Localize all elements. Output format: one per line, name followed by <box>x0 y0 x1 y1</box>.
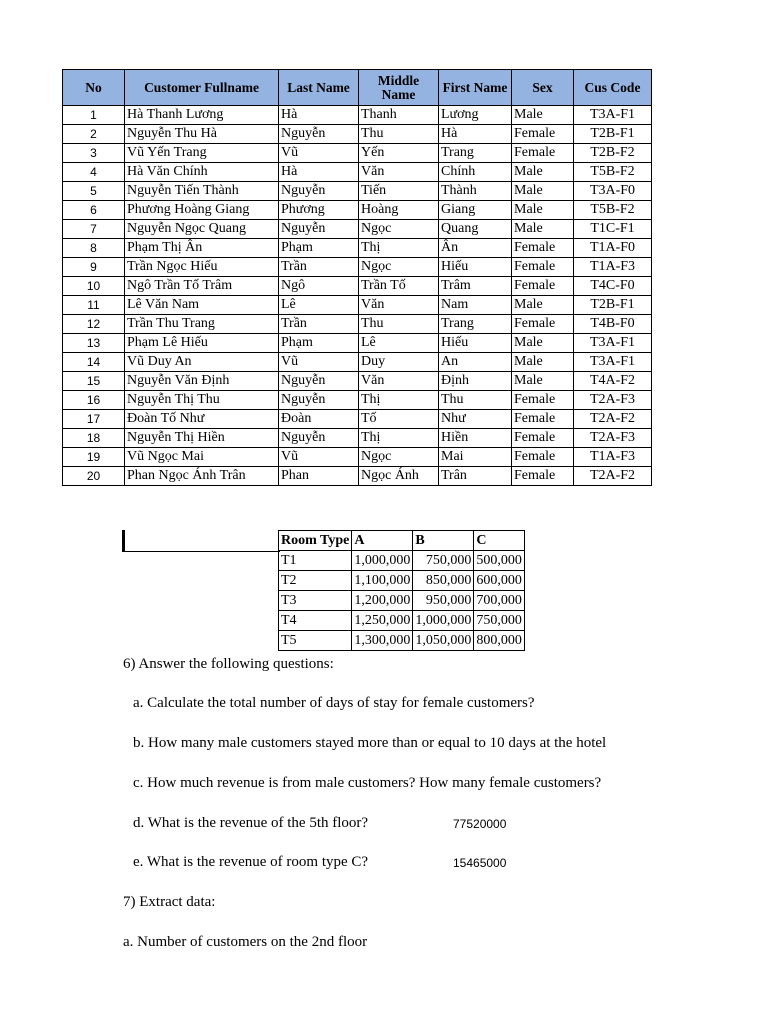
table-row <box>63 410 652 429</box>
cell-sex: Female <box>512 258 574 277</box>
cell-price-b: 1,050,000 <box>413 631 474 651</box>
cell-no: 20 <box>63 467 125 486</box>
cell-sex: Female <box>512 125 574 144</box>
cell-first-name: Hà <box>439 125 512 144</box>
cell-first-name: Thành <box>439 182 512 201</box>
cell-fullname: Phan Ngọc Ánh Trân <box>125 467 279 486</box>
cell-first-name: Định <box>439 372 512 391</box>
cell-fullname: Hà Văn Chính <box>125 163 279 182</box>
cell-middle-name: Tiến <box>359 182 439 201</box>
header-first-name: First Name <box>439 70 512 106</box>
cell-cus-code: T3A-F0 <box>574 182 652 201</box>
header-type-b: B <box>413 531 474 551</box>
cell-fullname: Vũ Duy An <box>125 353 279 372</box>
cell-cus-code: T3A-F1 <box>574 106 652 125</box>
cell-middle-name: Duy <box>359 353 439 372</box>
header-last-name: Last Name <box>279 70 359 106</box>
cell-cus-code: T2A-F3 <box>574 391 652 410</box>
cell-no: 12 <box>63 315 125 334</box>
header-fullname: Customer Fullname <box>125 70 279 106</box>
cell-last-name: Trần <box>279 258 359 277</box>
cell-last-name: Lê <box>279 296 359 315</box>
cell-price-b: 850,000 <box>413 571 474 591</box>
cell-first-name: Trang <box>439 144 512 163</box>
cell-first-name: Trân <box>439 467 512 486</box>
cell-first-name: Chính <box>439 163 512 182</box>
header-middle-name: Middle Name <box>359 70 439 106</box>
table-row <box>63 277 652 296</box>
cell-cus-code: T5B-F2 <box>574 201 652 220</box>
cell-no: 7 <box>63 220 125 239</box>
table-row <box>63 125 652 144</box>
cell-fullname: Nguyễn Thị Thu <box>125 391 279 410</box>
cell-no: 9 <box>63 258 125 277</box>
cell-room-type: T4 <box>279 611 352 631</box>
cell-no: 6 <box>63 201 125 220</box>
header-cus-code: Cus Code <box>574 70 652 106</box>
cell-sex: Female <box>512 467 574 486</box>
cell-price-a: 1,300,000 <box>352 631 413 651</box>
cell-price-c: 750,000 <box>474 611 525 631</box>
cell-fullname: Hà Thanh Lương <box>125 106 279 125</box>
cell-middle-name: Thu <box>359 125 439 144</box>
cell-fullname: Nguyễn Ngọc Quang <box>125 220 279 239</box>
table-row <box>63 296 652 315</box>
cell-fullname: Vũ Ngọc Mai <box>125 448 279 467</box>
cell-last-name: Vũ <box>279 353 359 372</box>
cell-sex: Female <box>512 239 574 258</box>
cell-sex: Male <box>512 106 574 125</box>
cell-middle-name: Ngọc Ánh <box>359 467 439 486</box>
cell-cus-code: T2B-F1 <box>574 296 652 315</box>
table-row <box>63 144 652 163</box>
cell-price-a: 1,250,000 <box>352 611 413 631</box>
cell-price-a: 1,000,000 <box>352 551 413 571</box>
cell-first-name: Thu <box>439 391 512 410</box>
cell-price-b: 1,000,000 <box>413 611 474 631</box>
cell-sex: Female <box>512 410 574 429</box>
cell-sex: Male <box>512 201 574 220</box>
cell-sex: Male <box>512 220 574 239</box>
cell-sex: Female <box>512 277 574 296</box>
cell-middle-name: Lê <box>359 334 439 353</box>
cell-no: 19 <box>63 448 125 467</box>
cell-first-name: Ân <box>439 239 512 258</box>
cell-first-name: Trâm <box>439 277 512 296</box>
cell-cus-code: T2B-F1 <box>574 125 652 144</box>
table-row <box>279 611 525 631</box>
cell-no: 4 <box>63 163 125 182</box>
cell-cus-code: T5B-F2 <box>574 163 652 182</box>
cell-last-name: Trần <box>279 315 359 334</box>
cell-last-name: Phương <box>279 201 359 220</box>
table-row <box>63 448 652 467</box>
cell-price-b: 950,000 <box>413 591 474 611</box>
cell-sex: Female <box>512 391 574 410</box>
cell-cus-code: T3A-F1 <box>574 334 652 353</box>
header-no: No <box>63 70 125 106</box>
cell-fullname: Đoàn Tố Như <box>125 410 279 429</box>
cell-cus-code: T2A-F3 <box>574 429 652 448</box>
cell-price-c: 800,000 <box>474 631 525 651</box>
cell-last-name: Đoàn <box>279 410 359 429</box>
cell-last-name: Nguyễn <box>279 125 359 144</box>
table-row <box>63 239 652 258</box>
table-row <box>279 591 525 611</box>
cell-fullname: Phương Hoàng Giang <box>125 201 279 220</box>
table-row <box>279 571 525 591</box>
cell-middle-name: Ngọc <box>359 448 439 467</box>
cell-no: 16 <box>63 391 125 410</box>
cell-price-c: 700,000 <box>474 591 525 611</box>
cell-fullname: Nguyễn Tiến Thành <box>125 182 279 201</box>
cell-cus-code: T1A-F3 <box>574 258 652 277</box>
customer-table-header-row <box>63 70 652 106</box>
table-row <box>63 429 652 448</box>
cell-room-type: T5 <box>279 631 352 651</box>
cell-cus-code: T4C-F0 <box>574 277 652 296</box>
cell-last-name: Hà <box>279 106 359 125</box>
cell-price-c: 600,000 <box>474 571 525 591</box>
cell-first-name: Nam <box>439 296 512 315</box>
cell-last-name: Nguyễn <box>279 372 359 391</box>
cell-cus-code: T2A-F2 <box>574 410 652 429</box>
cell-cus-code: T1A-F3 <box>574 448 652 467</box>
cell-fullname: Nguyễn Thị Hiền <box>125 429 279 448</box>
table-row <box>63 315 652 334</box>
question-6e: e. What is the revenue of room type C? <box>133 854 369 870</box>
cell-middle-name: Yến <box>359 144 439 163</box>
cell-middle-name: Hoàng <box>359 201 439 220</box>
cell-first-name: An <box>439 353 512 372</box>
room-price-table <box>278 530 525 651</box>
answer-6e: 15465000 <box>453 856 507 870</box>
customer-table <box>62 69 652 486</box>
cell-cus-code: T3A-F1 <box>574 353 652 372</box>
cell-first-name: Mai <box>439 448 512 467</box>
cell-last-name: Vũ <box>279 448 359 467</box>
cell-no: 15 <box>63 372 125 391</box>
question-6-title: 6) Answer the following questions: <box>123 656 334 672</box>
question-6d: d. What is the revenue of the 5th floor? <box>133 815 369 831</box>
header-type-c: C <box>474 531 525 551</box>
cell-middle-name: Thị <box>359 239 439 258</box>
cell-middle-name: Thanh <box>359 106 439 125</box>
cell-last-name: Hà <box>279 163 359 182</box>
cell-fullname: Ngô Trần Tố Trâm <box>125 277 279 296</box>
cell-sex: Female <box>512 448 574 467</box>
cell-cus-code: T2B-F2 <box>574 144 652 163</box>
cell-first-name: Hiếu <box>439 334 512 353</box>
cell-no: 2 <box>63 125 125 144</box>
table-row <box>63 372 652 391</box>
cell-sex: Female <box>512 144 574 163</box>
cell-sex: Male <box>512 353 574 372</box>
cell-fullname: Phạm Lê Hiếu <box>125 334 279 353</box>
cell-last-name: Nguyễn <box>279 429 359 448</box>
answer-6d: 77520000 <box>453 817 507 831</box>
cell-first-name: Hiếu <box>439 258 512 277</box>
table-row <box>63 334 652 353</box>
cell-middle-name: Văn <box>359 296 439 315</box>
cell-last-name: Nguyễn <box>279 391 359 410</box>
table-row <box>279 631 525 651</box>
price-header-row <box>279 531 525 551</box>
cell-first-name: Hiền <box>439 429 512 448</box>
cell-price-a: 1,200,000 <box>352 591 413 611</box>
table-row <box>63 106 652 125</box>
header-room-type: Room Type <box>279 531 352 551</box>
cell-first-name: Như <box>439 410 512 429</box>
cell-fullname: Vũ Yến Trang <box>125 144 279 163</box>
cell-first-name: Trang <box>439 315 512 334</box>
cell-middle-name: Thị <box>359 429 439 448</box>
cell-no: 14 <box>63 353 125 372</box>
cell-price-b: 750,000 <box>413 551 474 571</box>
cell-no: 5 <box>63 182 125 201</box>
header-type-a: A <box>352 531 413 551</box>
cell-last-name: Nguyễn <box>279 182 359 201</box>
cell-cus-code: T2A-F2 <box>574 467 652 486</box>
header-sex: Sex <box>512 70 574 106</box>
cell-no: 10 <box>63 277 125 296</box>
cell-room-type: T1 <box>279 551 352 571</box>
table-row <box>63 163 652 182</box>
cell-middle-name: Thu <box>359 315 439 334</box>
table-row <box>63 182 652 201</box>
cell-fullname: Trần Thu Trang <box>125 315 279 334</box>
cell-fullname: Nguyễn Văn Định <box>125 372 279 391</box>
cell-middle-name: Thị <box>359 391 439 410</box>
cell-room-type: T3 <box>279 591 352 611</box>
cell-sex: Male <box>512 296 574 315</box>
cell-no: 3 <box>63 144 125 163</box>
cell-fullname: Nguyễn Thu Hà <box>125 125 279 144</box>
table-row <box>63 258 652 277</box>
cell-no: 18 <box>63 429 125 448</box>
table-row <box>63 391 652 410</box>
cell-middle-name: Trần Tố <box>359 277 439 296</box>
question-7-title: 7) Extract data: <box>123 894 216 910</box>
cell-sex: Male <box>512 163 574 182</box>
cell-sex: Male <box>512 372 574 391</box>
cell-last-name: Nguyễn <box>279 220 359 239</box>
cell-last-name: Ngô <box>279 277 359 296</box>
cell-last-name: Vũ <box>279 144 359 163</box>
cell-no: 17 <box>63 410 125 429</box>
table-row <box>63 467 652 486</box>
question-7a: a. Number of customers on the 2nd floor <box>123 934 368 950</box>
cell-middle-name: Ngọc <box>359 220 439 239</box>
question-6b: b. How many male customers stayed more than or equal to 10 days at the hotel <box>133 735 607 751</box>
cell-no: 1 <box>63 106 125 125</box>
cell-no: 8 <box>63 239 125 258</box>
table-row <box>63 353 652 372</box>
cell-middle-name: Văn <box>359 163 439 182</box>
cell-no: 11 <box>63 296 125 315</box>
cell-fullname: Lê Văn Nam <box>125 296 279 315</box>
cell-sex: Male <box>512 182 574 201</box>
cell-first-name: Quang <box>439 220 512 239</box>
cell-last-name: Phan <box>279 467 359 486</box>
cell-sex: Male <box>512 334 574 353</box>
bracket-line <box>122 530 280 552</box>
cell-price-c: 500,000 <box>474 551 525 571</box>
cell-sex: Female <box>512 429 574 448</box>
cell-fullname: Trần Ngọc Hiếu <box>125 258 279 277</box>
cell-cus-code: T4A-F2 <box>574 372 652 391</box>
cell-last-name: Phạm <box>279 334 359 353</box>
cell-middle-name: Ngọc <box>359 258 439 277</box>
cell-cus-code: T4B-F0 <box>574 315 652 334</box>
cell-price-a: 1,100,000 <box>352 571 413 591</box>
cell-cus-code: T1C-F1 <box>574 220 652 239</box>
cell-cus-code: T1A-F0 <box>574 239 652 258</box>
question-6a: a. Calculate the total number of days of stay for female customers? <box>133 695 535 711</box>
cell-fullname: Phạm Thị Ân <box>125 239 279 258</box>
question-6c: c. How much revenue is from male customers? How many female customers? <box>133 775 602 791</box>
cell-first-name: Giang <box>439 201 512 220</box>
cell-middle-name: Văn <box>359 372 439 391</box>
table-row <box>63 201 652 220</box>
cell-sex: Female <box>512 315 574 334</box>
cell-middle-name: Tố <box>359 410 439 429</box>
cell-room-type: T2 <box>279 571 352 591</box>
cell-no: 13 <box>63 334 125 353</box>
cell-last-name: Phạm <box>279 239 359 258</box>
table-row <box>279 551 525 571</box>
table-row <box>63 220 652 239</box>
cell-first-name: Lương <box>439 106 512 125</box>
